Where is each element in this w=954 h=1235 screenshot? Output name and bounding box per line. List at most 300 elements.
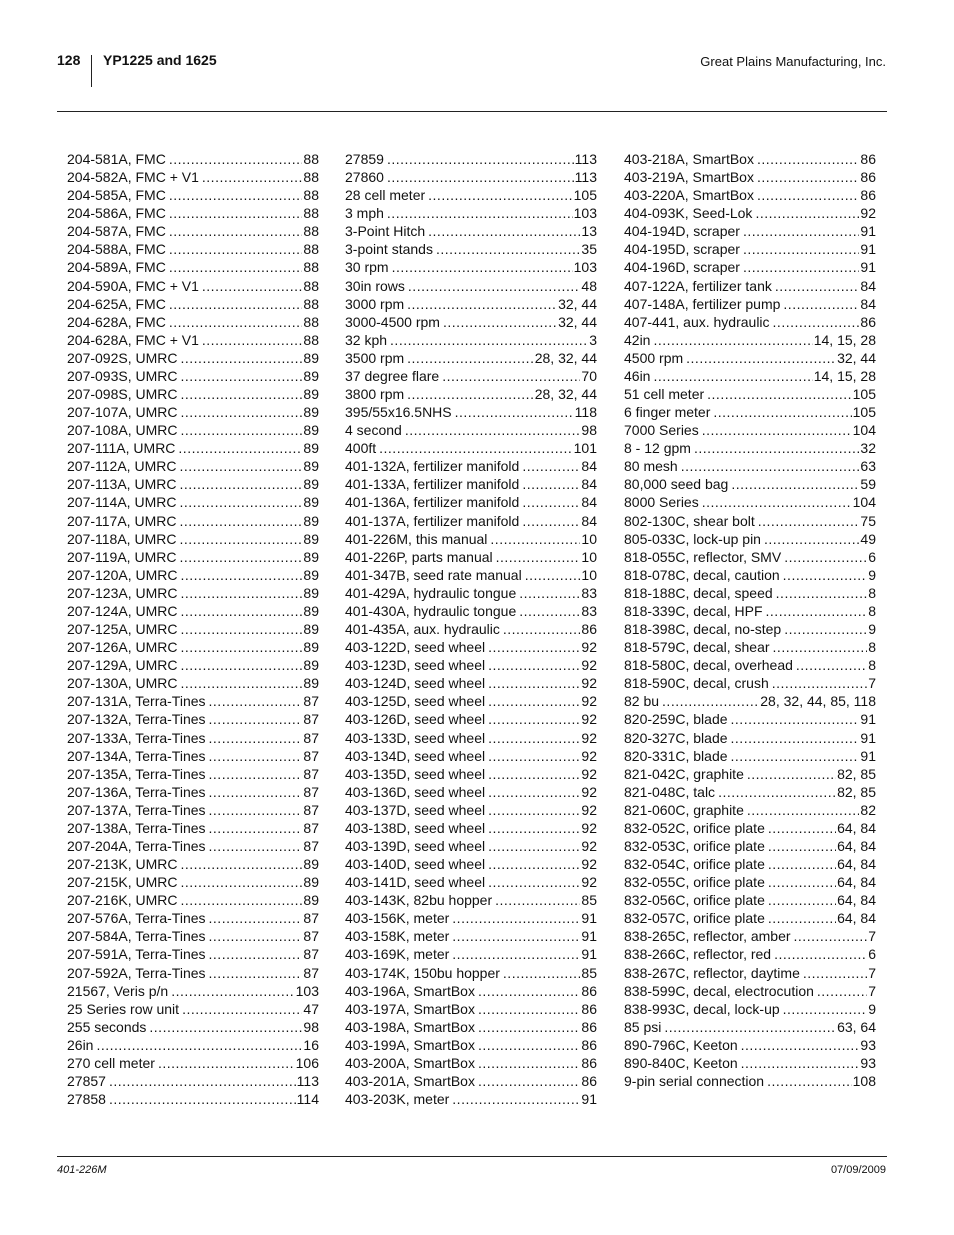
index-entry <box>624 439 876 457</box>
dot-leader <box>169 222 303 240</box>
index-entry-page: 35 <box>581 241 597 258</box>
index-entry <box>345 403 597 421</box>
dot-leader <box>747 765 836 783</box>
dot-leader <box>503 964 581 982</box>
dot-leader <box>702 493 852 511</box>
dot-leader <box>713 403 851 421</box>
index-entry-page: 64, 84 <box>837 819 876 836</box>
index-entry-label: 204-585A, FMC <box>67 187 166 204</box>
index-entry-label: 27859 <box>345 151 384 167</box>
dot-leader <box>169 150 303 168</box>
index-entry-label: 82 bu <box>624 693 660 710</box>
index-entry-label: 403-156K, meter <box>345 910 450 927</box>
dot-leader <box>522 493 580 511</box>
index-entry-page: 86 <box>581 1054 597 1071</box>
index-entry-page: 114 <box>296 1091 319 1108</box>
index-entry <box>345 367 597 385</box>
index-entry <box>624 331 876 349</box>
dot-leader <box>443 313 557 331</box>
index-entry <box>345 964 597 982</box>
index-entry-label: 818-580C, decal, overhead <box>624 657 793 674</box>
dot-leader <box>169 313 303 331</box>
index-entry-label: 85 psi <box>624 1018 662 1035</box>
index-entry-label: 838-265C, reflector, amber <box>624 928 791 945</box>
index-entry-label: 207-123A, UMRC <box>67 584 178 601</box>
index-entry <box>345 729 597 747</box>
index-entry-label: 207-576A, Terra-Tines <box>67 910 206 927</box>
index-entry-page: 91 <box>860 729 876 746</box>
dot-leader <box>96 1036 302 1054</box>
index-entry-label: 207-098S, UMRC <box>67 386 178 403</box>
index-entry-label: 401-137A, fertilizer manifold <box>345 512 520 529</box>
index-entry-page: 89 <box>303 621 319 638</box>
index-entry <box>67 421 319 439</box>
index-entry-label: 30 rpm <box>345 259 389 276</box>
index-entry <box>67 150 319 168</box>
index-entry <box>624 656 876 674</box>
dot-leader <box>743 240 859 258</box>
index-entry <box>624 313 876 331</box>
dot-leader <box>681 457 860 475</box>
company-name: Great Plains Manufacturing, Inc. <box>700 54 886 69</box>
index-entry-page: 88 <box>303 223 319 240</box>
index-entry-label: 27857 <box>67 1072 106 1089</box>
dot-leader <box>179 457 302 475</box>
index-entry-label: 207-125A, UMRC <box>67 621 178 638</box>
index-entry-page: 14, 15, 28 <box>813 331 876 348</box>
dot-leader <box>488 674 580 692</box>
dot-leader <box>662 692 759 710</box>
index-entry-label: 403-123D, seed wheel <box>345 657 486 674</box>
index-entry-page: 16 <box>303 1036 319 1053</box>
index-entry <box>624 602 876 620</box>
dot-leader <box>407 349 534 367</box>
index-entry-page: 91 <box>860 259 876 276</box>
index-entry-page: 10 <box>581 530 597 547</box>
dot-leader <box>169 186 303 204</box>
index-entry-page: 64, 84 <box>837 910 876 927</box>
index-entry <box>624 710 876 728</box>
index-entry <box>67 512 319 530</box>
index-entry <box>67 1090 319 1108</box>
index-entry-label: 407-148A, fertilizer pump <box>624 295 781 312</box>
dot-leader <box>452 909 580 927</box>
index-entry-page: 85 <box>581 892 597 909</box>
index-entry <box>67 638 319 656</box>
index-entry-page: 84 <box>581 494 597 511</box>
index-entry-label: 890-796C, Keeton <box>624 1036 738 1053</box>
index-entry-page: 87 <box>303 783 319 800</box>
index-entry <box>624 891 876 909</box>
index-entry <box>624 277 876 295</box>
index-entry-label: 9-pin serial connection <box>624 1072 765 1089</box>
index-entry <box>345 620 597 638</box>
index-entry <box>345 837 597 855</box>
index-entry-page: 92 <box>581 856 597 873</box>
index-entry-page: 7 <box>868 928 876 945</box>
dot-leader <box>731 475 859 493</box>
index-entry <box>67 964 319 982</box>
dot-leader <box>519 602 580 620</box>
dot-leader <box>455 403 574 421</box>
index-entry-label: 207-213K, UMRC <box>67 856 178 873</box>
index-entry-page: 28, 32, 44 <box>534 386 597 403</box>
index-entry-label: 204-588A, FMC <box>67 241 166 258</box>
index-entry-page: 84 <box>860 295 876 312</box>
index-entry <box>67 674 319 692</box>
index-entry-label: 207-093S, UMRC <box>67 367 178 384</box>
index-entry-label: 207-215K, UMRC <box>67 874 178 891</box>
index-entry-page: 84 <box>581 512 597 529</box>
index-entry <box>67 548 319 566</box>
index-entry <box>345 765 597 783</box>
index-entry-page: 87 <box>303 765 319 782</box>
index-entry-page: 92 <box>581 657 597 674</box>
index-entry <box>624 493 876 511</box>
index-entry <box>67 331 319 349</box>
index-entry-label: 207-124A, UMRC <box>67 602 178 619</box>
index-entry <box>345 457 597 475</box>
dot-leader <box>181 403 303 421</box>
dot-leader <box>181 656 303 674</box>
dot-leader <box>488 729 580 747</box>
index-entry-label: 8000 Series <box>624 494 699 511</box>
index-entry-label: 207-592A, Terra-Tines <box>67 964 206 981</box>
index-entry-page: 89 <box>303 386 319 403</box>
index-entry <box>345 349 597 367</box>
index-entry <box>67 710 319 728</box>
index-entry-label: 204-581A, FMC <box>67 151 166 167</box>
dot-leader <box>488 855 580 873</box>
index-entry-page: 89 <box>303 458 319 475</box>
index-entry <box>345 692 597 710</box>
header-rule <box>57 111 887 112</box>
dot-leader <box>503 620 581 638</box>
index-entry-page: 103 <box>573 259 597 276</box>
index-entry-label: 404-196D, scraper <box>624 259 740 276</box>
dot-leader <box>390 331 588 349</box>
index-entry <box>67 873 319 891</box>
index-entry-label: 204-582A, FMC + V1 <box>67 169 199 186</box>
index-entry-page: 91 <box>581 946 597 963</box>
index-entry-page: 87 <box>303 946 319 963</box>
dot-leader <box>757 150 859 168</box>
dot-leader <box>768 837 836 855</box>
dot-leader <box>181 891 303 909</box>
dot-leader <box>181 855 303 873</box>
index-entry-page: 63 <box>860 458 876 475</box>
index-entry <box>624 240 876 258</box>
index-entry <box>67 783 319 801</box>
index-entry-label: 403-134D, seed wheel <box>345 747 486 764</box>
index-entry <box>624 403 876 421</box>
dot-leader <box>775 277 860 295</box>
index-entry <box>67 313 319 331</box>
index-entry-label: 270 cell meter <box>67 1054 155 1071</box>
index-entry <box>67 1000 319 1018</box>
index-entry-page: 105 <box>573 187 597 204</box>
index-entry <box>67 385 319 403</box>
dot-leader <box>392 258 573 276</box>
index-entry <box>624 530 876 548</box>
index-entry <box>67 891 319 909</box>
index-entry-label: 832-052C, orifice plate <box>624 819 765 836</box>
index-entry <box>345 313 597 331</box>
dot-leader <box>109 1072 296 1090</box>
dot-leader <box>757 168 859 186</box>
index-entry-page: 87 <box>303 747 319 764</box>
index-entry <box>624 548 876 566</box>
index-entry-page: 92 <box>860 205 876 222</box>
dot-leader <box>773 313 860 331</box>
index-entry <box>624 150 876 168</box>
index-entry-label: 207-117A, UMRC <box>67 512 177 529</box>
index-entry <box>345 512 597 530</box>
index-entry-page: 91 <box>860 711 876 728</box>
index-entry <box>624 873 876 891</box>
index-entry-page: 87 <box>303 928 319 945</box>
dot-leader <box>478 1054 580 1072</box>
index-entry-label: 403-135D, seed wheel <box>345 765 486 782</box>
index-entry-page: 8 <box>868 639 876 656</box>
index-entry <box>67 747 319 765</box>
index-entry <box>345 566 597 584</box>
index-entry-label: 832-054C, orifice plate <box>624 856 765 873</box>
index-entry-label: 890-840C, Keeton <box>624 1054 738 1071</box>
index-entry-page: 86 <box>860 169 876 186</box>
index-entry-label: 7000 Series <box>624 422 699 439</box>
index-entry-page: 63, 64 <box>837 1018 876 1035</box>
dot-leader <box>817 982 867 1000</box>
index-entry <box>624 1000 876 1018</box>
dot-leader <box>202 331 303 349</box>
index-entry-page: 8 <box>868 584 876 601</box>
index-entry <box>67 258 319 276</box>
index-entry <box>345 945 597 963</box>
index-entry <box>345 331 597 349</box>
index-entry-label: 403-197A, SmartBox <box>345 1000 475 1017</box>
index-entry-page: 32 <box>860 440 876 457</box>
index-entry-label: 3 mph <box>345 205 384 222</box>
index-entry <box>624 982 876 1000</box>
dot-leader <box>783 295 859 313</box>
index-entry-page: 47 <box>303 1000 319 1017</box>
index-entry-page: 106 <box>295 1054 319 1071</box>
index-entry <box>67 530 319 548</box>
index-entry <box>67 367 319 385</box>
index-entry <box>624 855 876 873</box>
index-entry-label: 403-196A, SmartBox <box>345 982 475 999</box>
index-entry-page: 8 <box>868 602 876 619</box>
index-entry <box>624 747 876 765</box>
dot-leader <box>522 475 580 493</box>
index-entry-page: 14, 15, 28 <box>813 367 876 384</box>
index-entry-label: 401-347B, seed rate manual <box>345 566 522 583</box>
index-entry-page: 108 <box>852 1072 876 1089</box>
index-entry <box>67 222 319 240</box>
index-entry-page: 86 <box>581 621 597 638</box>
index-entry-page: 104 <box>852 422 876 439</box>
index-entry-label: 832-057C, orifice plate <box>624 910 765 927</box>
index-entry-label: 46in <box>624 367 651 384</box>
dot-leader <box>686 349 836 367</box>
footer-rule <box>57 1156 887 1157</box>
index-entry-label: 821-048C, talc <box>624 783 716 800</box>
index-entry <box>624 186 876 204</box>
dot-leader <box>179 512 302 530</box>
dot-leader <box>109 1090 296 1108</box>
index-entry-page: 87 <box>303 801 319 818</box>
dot-leader <box>772 674 867 692</box>
dot-leader <box>408 277 581 295</box>
dot-leader <box>209 801 303 819</box>
dot-leader <box>181 584 303 602</box>
index-entry-page: 104 <box>852 494 876 511</box>
index-entry <box>624 783 876 801</box>
index-entry <box>345 1000 597 1018</box>
dot-leader <box>768 855 836 873</box>
index-entry <box>624 945 876 963</box>
index-entry-page: 83 <box>581 602 597 619</box>
index-entry-page: 86 <box>860 187 876 204</box>
index-entry <box>345 638 597 656</box>
index-entry-label: 207-113A, UMRC <box>67 476 177 493</box>
index-entry-label: 207-137A, Terra-Tines <box>67 801 206 818</box>
index-entry <box>345 1054 597 1072</box>
dot-leader <box>209 964 303 982</box>
index-entry-page: 89 <box>303 530 319 547</box>
index-entry-label: 401-435A, aux. hydraulic <box>345 621 500 638</box>
index-entry-label: 207-591A, Terra-Tines <box>67 946 206 963</box>
index-entry-label: 401-226M, this manual <box>345 530 488 547</box>
index-entry-label: 404-194D, scraper <box>624 223 740 240</box>
index-entry-page: 89 <box>303 548 319 565</box>
index-entry-label: 818-339C, decal, HPF <box>624 602 763 619</box>
index-entry-page: 89 <box>303 512 319 529</box>
index-entry-page: 64, 84 <box>837 837 876 854</box>
index-entry-page: 91 <box>581 928 597 945</box>
dot-leader <box>181 638 303 656</box>
dot-leader <box>181 674 303 692</box>
dot-leader <box>707 385 851 403</box>
index-entry-label: 207-138A, Terra-Tines <box>67 819 206 836</box>
index-entry <box>345 421 597 439</box>
dot-leader <box>179 475 302 493</box>
index-entry-page: 64, 84 <box>837 856 876 873</box>
index-entry-page: 88 <box>303 151 319 167</box>
index-entry-page: 98 <box>581 422 597 439</box>
index-entry <box>345 277 597 295</box>
index-entry <box>67 982 319 1000</box>
index-entry-label: 401-430A, hydraulic tongue <box>345 602 517 619</box>
dot-leader <box>768 873 836 891</box>
dot-leader <box>783 1000 868 1018</box>
index-entry <box>67 493 319 511</box>
index-entry <box>345 1018 597 1036</box>
index-entry-page: 92 <box>581 765 597 782</box>
dot-leader <box>784 620 867 638</box>
manual-title: YP1225 and 1625 <box>103 52 217 68</box>
index-entry-page: 89 <box>303 367 319 384</box>
index-entry <box>624 349 876 367</box>
index-entry <box>67 295 319 313</box>
index-entry-label: 401-133A, fertilizer manifold <box>345 476 520 493</box>
index-entry <box>67 656 319 674</box>
dot-leader <box>488 710 580 728</box>
dot-leader <box>653 331 812 349</box>
index-entry-page: 64, 84 <box>837 892 876 909</box>
index-entry-label: 818-188C, decal, speed <box>624 584 773 601</box>
index-entry <box>345 819 597 837</box>
index-entry-page: 83 <box>581 584 597 601</box>
index-entry-page: 93 <box>860 1054 876 1071</box>
dot-leader <box>755 204 859 222</box>
index-entry-page: 7 <box>868 675 876 692</box>
index-entry-label: 30in rows <box>345 277 405 294</box>
dot-leader <box>405 421 581 439</box>
index-entry <box>345 439 597 457</box>
dot-leader <box>179 493 302 511</box>
index-entry-page: 87 <box>303 693 319 710</box>
dot-leader <box>181 566 303 584</box>
index-entry-page: 86 <box>581 1018 597 1035</box>
index-entry-page: 6 <box>868 946 876 963</box>
index-entry-label: 207-204A, Terra-Tines <box>67 837 206 854</box>
index-entry <box>345 710 597 728</box>
dot-leader <box>743 258 859 276</box>
index-entry-label: 404-093K, Seed-Lok <box>624 205 753 222</box>
index-entry-page: 9 <box>868 1000 876 1017</box>
index-entry-label: 204-590A, FMC + V1 <box>67 277 199 294</box>
index-entry-page: 64, 84 <box>837 874 876 891</box>
dot-leader <box>149 1018 302 1036</box>
index-entry-page: 84 <box>581 476 597 493</box>
dot-leader <box>764 530 859 548</box>
index-entry-label: 207-118A, UMRC <box>67 530 177 547</box>
index-entry-label: 832-056C, orifice plate <box>624 892 765 909</box>
index-entry-label: 403-218A, SmartBox <box>624 151 754 167</box>
index-entry-page: 8 <box>868 657 876 674</box>
index-entry-label: 818-398C, decal, no-step <box>624 621 782 638</box>
index-entry-page: 88 <box>303 169 319 186</box>
index-entry-label: 204-628A, FMC <box>67 313 166 330</box>
index-entry-label: 403-158K, meter <box>345 928 450 945</box>
index-entry-label: 820-259C, blade <box>624 711 728 728</box>
index-column-2 <box>345 150 597 1108</box>
index-entry-label: 820-327C, blade <box>624 729 728 746</box>
index-entry-label: 207-107A, UMRC <box>67 404 178 421</box>
index-entry-label: 207-112A, UMRC <box>67 458 177 475</box>
index-entry-label: 401-226P, parts manual <box>345 548 493 565</box>
index-entry-label: 207-129A, UMRC <box>67 657 178 674</box>
index-entry <box>67 909 319 927</box>
index-entry-page: 87 <box>303 910 319 927</box>
dot-leader <box>488 656 580 674</box>
index-entry-label: 403-125D, seed wheel <box>345 693 486 710</box>
index-entry <box>67 1054 319 1072</box>
index-entry <box>624 258 876 276</box>
index-entry <box>345 909 597 927</box>
index-entry-page: 10 <box>581 566 597 583</box>
dot-leader <box>495 891 580 909</box>
index-entry-label: 805-033C, lock-up pin <box>624 530 761 547</box>
index-entry-label: 204-625A, FMC <box>67 295 166 312</box>
dot-leader <box>428 222 580 240</box>
dot-leader <box>181 349 303 367</box>
index-entry-page: 7 <box>868 964 876 981</box>
index-entry-label: 207-136A, Terra-Tines <box>67 783 206 800</box>
index-entry-page: 98 <box>303 1018 319 1035</box>
